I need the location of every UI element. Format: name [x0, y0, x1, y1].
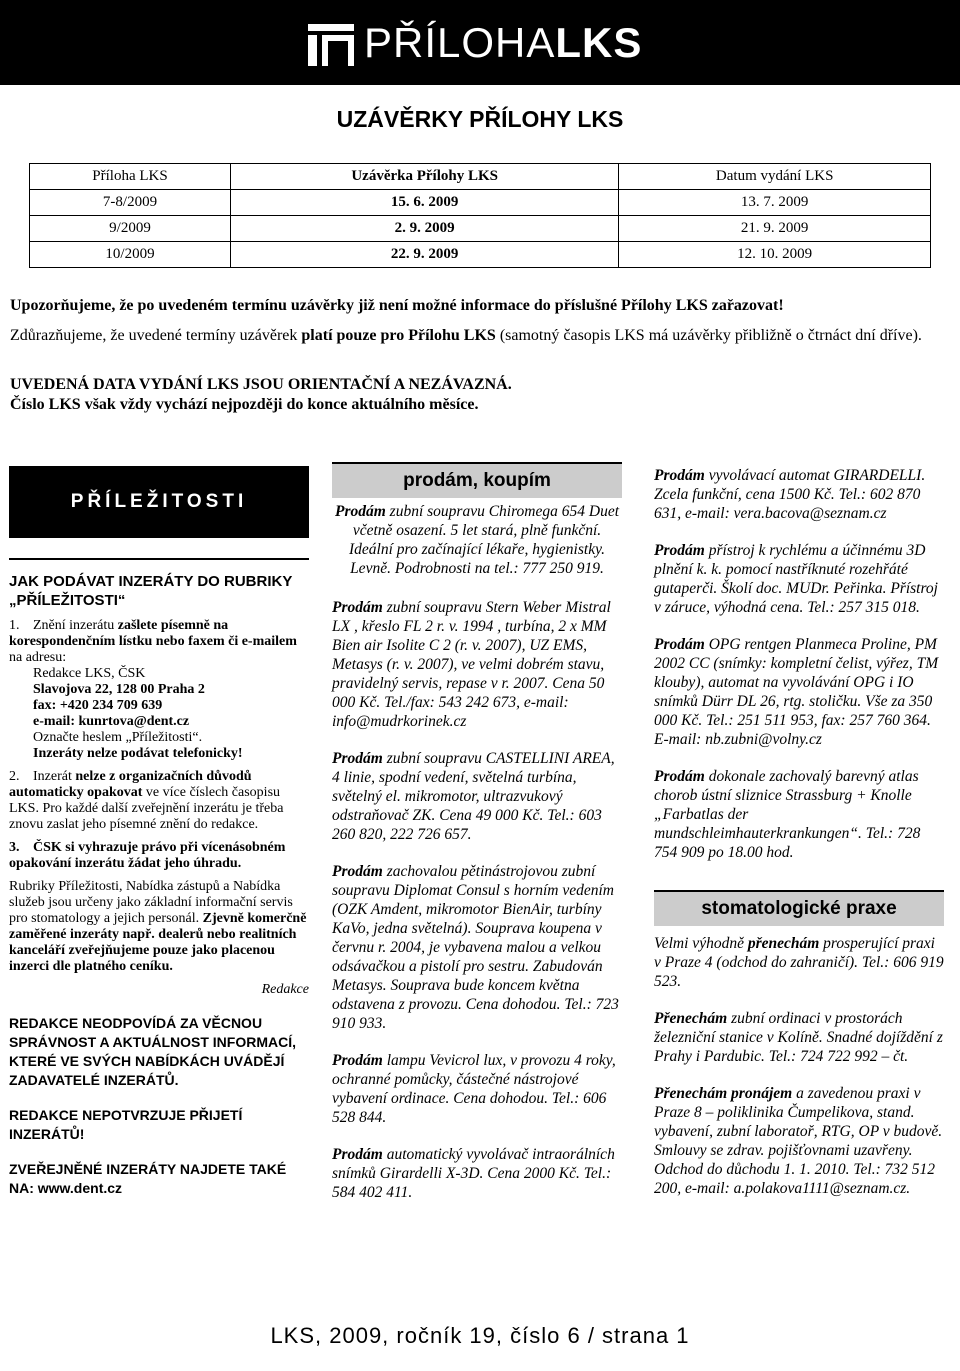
- ad-item: [654, 541, 944, 617]
- ad-prefix: Velmi výhodně: [654, 935, 748, 952]
- ad-keyword: Prodám: [654, 467, 705, 484]
- logo-text-bold: LKS: [555, 19, 643, 66]
- rubriky-text-bold: Zjevně komerčně zaměřené inzeráty např. dealerů nebo realitních kanceláří zveřejňujeme pouze jako placenou inzerci dle platného ceníku.: [9, 911, 307, 974]
- ad-item: [332, 502, 622, 578]
- middle-column: [332, 462, 622, 1220]
- ad-text: zachovalou pětinástrojovou zubní soupravu Diplomat Consul s horním vedením (OZK Amdent, mikromotor BienAir, turbíny KaVo, jedna světelná). Souprava koupena v červnu r. 2004, je vybavena malou a velkou odsávačkou a pistolí pro sestru. Zabudován Metasys. Souprava bude koncem května odstavena z provozu. Cena dohodou. Tel.: 723 910 933.: [332, 863, 619, 1032]
- table-header-cell: Datum vydání LKS: [619, 164, 931, 190]
- ad-item: [332, 862, 622, 1033]
- section-title-praxe: stomatologické praxe: [654, 890, 944, 926]
- table-cell: 13. 7. 2009: [619, 190, 931, 216]
- ad-item: [332, 598, 622, 731]
- notice-text: (samotný časopis LKS má uzávěrky přibližně o čtrnáct dní dříve).: [495, 327, 922, 344]
- ad-text: OPG rentgen Planmeca Proline, PM 2002 CC (snímky: kompletní čelist, výřez, TM klouby), automat na vyvolávání OPG i IO snímků Dürr DL 26, rtg. stoličku. Vše za 350 000 Kč. Tel.: 251 511 953, fax: 257 760 364. E-mail: nb.zubni@volny.cz: [654, 636, 939, 748]
- notice-text-bold: platí pouze pro Přílohu LKS: [301, 327, 496, 344]
- ad-text: zubní soupravu CASTELLINI AREA, 4 linie, spodní vedení, světelná turbína, světelný el. mikromotor, ultrazvukový odstraňovač ZK. Cena 49 000 Kč. Tel.: 603 260 820, 222 726 657.: [332, 750, 615, 843]
- table-header-row: [30, 164, 931, 190]
- table-row: [30, 216, 931, 242]
- ad-keyword: Prodám: [332, 863, 383, 880]
- ad-keyword: Prodám: [334, 503, 386, 520]
- ad-text: prosperující praxi v Praze 4 (odchod do zahraničí). Tel.: 606 919 523.: [654, 935, 944, 990]
- ad-item: [654, 466, 944, 523]
- rule-text-bold: nelze z organizačních důvodů automaticky opakovat: [9, 769, 252, 800]
- ad-text: zubní soupravu Stern Weber Mistral LX , křeslo FL 2 r. v. 1994 , turbína, 2 x MM Bien air Isolite C 2 (r. v. 2007), UZ EMS, Metasys (r. v. 2007), ve velmi dobrém stavu, pravidelný servis, repase v r. 2007. Cena 50 000 Kč. Tel./fax: 543 242 673, e-mail: info@mudrkorinek.cz: [332, 599, 611, 730]
- rule-number: 2.: [9, 769, 20, 784]
- ad-text: lampu Vevicrol lux, v provozu 4 roky, ochranné pomůcky, částečné nástrojové vybavení ordinace. Cena dohodou. Tel.: 606 528 844.: [332, 1052, 616, 1126]
- ad-item: [332, 1051, 622, 1127]
- ad-text: dokonale zachovalý barevný atlas chorob ústní sliznice Strassburg + Knolle „Farbatlas der mundschleimhauterkrankungen“. Tel.: 728 754 909 po 18.00 hod.: [654, 768, 921, 861]
- rubriky-paragraph: [9, 879, 309, 975]
- ad-item: [654, 1009, 944, 1066]
- logo-text-light: PŘÍLOHA: [364, 19, 556, 66]
- address-line: Slavojova 22, 128 00 Praha 2: [33, 682, 205, 697]
- table-header-cell: Příloha LKS: [30, 164, 231, 190]
- rule-text: Znění inzerátu: [33, 618, 118, 633]
- ad-keyword: Přenechám pronájem: [654, 1085, 793, 1102]
- ad-keyword: Prodám: [332, 1146, 383, 1163]
- ad-item: [332, 749, 622, 844]
- notice-text: Číslo LKS však vždy vychází nejpozději do konce aktuálního měsíce.: [10, 396, 479, 413]
- ad-item: [654, 1084, 944, 1198]
- disclaimer-confirmation: REDAKCE NEPOTVRZUJE PŘIJETÍ INZERÁTŮ!: [9, 1107, 243, 1142]
- table-cell: 9/2009: [30, 216, 231, 242]
- table-header-cell: Uzávěrka Přílohy LKS: [230, 164, 618, 190]
- table-cell: 2. 9. 2009: [230, 216, 618, 242]
- fax-line: fax: +420 234 709 639: [33, 698, 163, 713]
- ad-keyword: přenechám: [747, 935, 820, 952]
- table-cell: 22. 9. 2009: [230, 242, 618, 268]
- lks-logo: [308, 18, 642, 68]
- ad-keyword: Prodám: [654, 636, 705, 653]
- disclaimer-web: ZVEŘEJNĚNÉ INZERÁTY NAJDETE TAKÉ NA: www.dent.cz: [9, 1161, 287, 1196]
- deadlines-table: [29, 163, 931, 268]
- rule-text-bold: ČSK si vyhrazuje právo při vícenásobném opakování inzerátu žádat jeho úhradu.: [9, 840, 286, 871]
- notice-orientation: [10, 375, 945, 395]
- ad-keyword: Prodám: [332, 1052, 383, 1069]
- header-banner: [0, 0, 960, 85]
- signature: Redakce: [261, 982, 309, 997]
- rule-2: [9, 769, 309, 833]
- notice-text: Zdůrazňujeme, že uvedené termíny uzávěrek: [10, 327, 302, 344]
- rule-number: 1.: [9, 618, 20, 633]
- ad-text: zubní soupravu Chiromega 654 Duet včetně osazení. 5 let stará, plně funkční. Ideální pro začínající lékaře, hygienistky. Levně. Podrobnosti na tel.: 777 250 919.: [349, 503, 620, 577]
- rubriky-text: Rubriky Příležitosti, Nabídka zástupů a Nabídka služeb jsou určeny jako základní informační servis pro stomatology a jejich personál.: [9, 879, 293, 926]
- ad-keyword: Prodám: [654, 542, 705, 559]
- ad-text: automatický vyvolávač intraorálních snímků Girardelli X-3D. Cena 2000 Kč. Tel.: 584 402 411.: [332, 1146, 615, 1201]
- page-title: UZÁVĚRKY PŘÍLOHY LKS: [336, 106, 624, 132]
- table-cell: 15. 6. 2009: [230, 190, 618, 216]
- email-line: e-mail: kunrtova@dent.cz: [33, 714, 190, 729]
- ad-keyword: Přenechám: [654, 1010, 728, 1027]
- divider: [9, 558, 309, 560]
- right-column: [654, 466, 944, 1216]
- ad-item: [654, 934, 944, 991]
- notice-text: UVEDENÁ DATA VYDÁNÍ LKS JSOU ORIENTAČNÍ A NEZÁVAZNÁ.: [10, 376, 512, 393]
- notice-deadline: [10, 296, 945, 316]
- notice-validity: [10, 326, 945, 346]
- section-title-prilezitosti: PŘÍLEŽITOSTI: [9, 466, 309, 538]
- ad-text: zubní ordinaci v prostorách železniční stanice v Kolíně. Snadné dojíždění z Prahy i Pardubic. Tel.: 724 722 992 – čt.: [654, 1010, 943, 1065]
- ad-item: [654, 635, 944, 749]
- rule-3: [9, 840, 309, 872]
- mark-text: Označte heslem „Příležitosti“.: [33, 730, 203, 745]
- disclaimer-responsibility: REDAKCE NEODPOVÍDÁ ZA VĚCNOU SPRÁVNOST A AKTUÁLNOST INFORMACÍ, KTERÉ VE SVÝCH NABÍDKÁCH UVÁDĚJÍ ZADAVATELÉ INZERÁTŮ.: [9, 1015, 296, 1088]
- address-line: Redakce LKS, ČSK: [33, 666, 146, 681]
- ad-text: a zavedenou praxi v Praze 8 – poliklinika Čumpelikova, stand. vybavení, zubní laboratoř, RTG, OP v budově. Smlouvy se zdrav. pojišťovnami uzavřeny. Odchod do důchodu 1. 1. 2010. Tel.: 732 512 200, e-mail: a.polakova1111@seznam.cz.: [654, 1085, 943, 1197]
- ads-list: [654, 934, 944, 1198]
- table-cell: 12. 10. 2009: [619, 242, 931, 268]
- ad-text: vyvolávací automat GIRARDELLI. Zcela funkční, cena 1500 Kč. Tel.: 602 870 631, e-mail: vera.bacova@seznam.cz: [654, 467, 926, 522]
- ad-keyword: Prodám: [332, 750, 383, 767]
- table-cell: 10/2009: [30, 242, 231, 268]
- ads-list: [654, 466, 944, 862]
- howto-title: JAK PODÁVAT INZERÁTY DO RUBRIKY „PŘÍLEŽITOSTI“: [9, 573, 293, 609]
- notice-month: [10, 395, 945, 415]
- rule-text-bold: zašlete písemně na korespondenčním lístku nebo faxem či e-mailem: [9, 618, 297, 649]
- notice-text: Upozorňujeme, že po uvedeném termínu uzávěrky již není možné informace do příslušné Přílohy LKS zařazovat!: [10, 297, 784, 314]
- page-footer: LKS, 2009, ročník 19, číslo 6 / strana 1: [270, 1323, 690, 1348]
- table-row: [30, 190, 931, 216]
- rules-list: [9, 618, 309, 998]
- table-cell: 21. 9. 2009: [619, 216, 931, 242]
- rule-text: na adresu:: [9, 650, 67, 665]
- ad-item: [332, 1145, 622, 1202]
- rule-number: 3.: [9, 840, 20, 855]
- rule-text: Inzerát: [33, 769, 76, 784]
- logo-text: [364, 18, 642, 68]
- rule-text: ve více číslech časopisu LKS. Pro každé další zveřejnění inzerátu je třeba znovu zaslat jeho písemné znění do redakce.: [9, 785, 284, 832]
- ads-list: [332, 502, 622, 1202]
- ad-keyword: Prodám: [332, 599, 383, 616]
- ad-text: přístroj k rychlému a účinnému 3D plnění k. k. pomocí nastříknuté rozehřáté gutaperči. Školí doc. MUDr. Peřinka. Přístroj v záruce, výhodná cena. Tel.: 257 315 018.: [654, 542, 938, 616]
- left-column: [9, 466, 309, 1198]
- no-phone-text: Inzeráty nelze podávat telefonicky!: [33, 746, 243, 761]
- table-cell: 7-8/2009: [30, 190, 231, 216]
- table-row: [30, 242, 931, 268]
- section-title-prodam-koupim: prodám, koupím: [332, 462, 622, 498]
- ad-keyword: Prodám: [654, 768, 705, 785]
- logo-mark-icon: [308, 20, 354, 66]
- rule-1: [9, 618, 309, 762]
- ad-item: [654, 767, 944, 862]
